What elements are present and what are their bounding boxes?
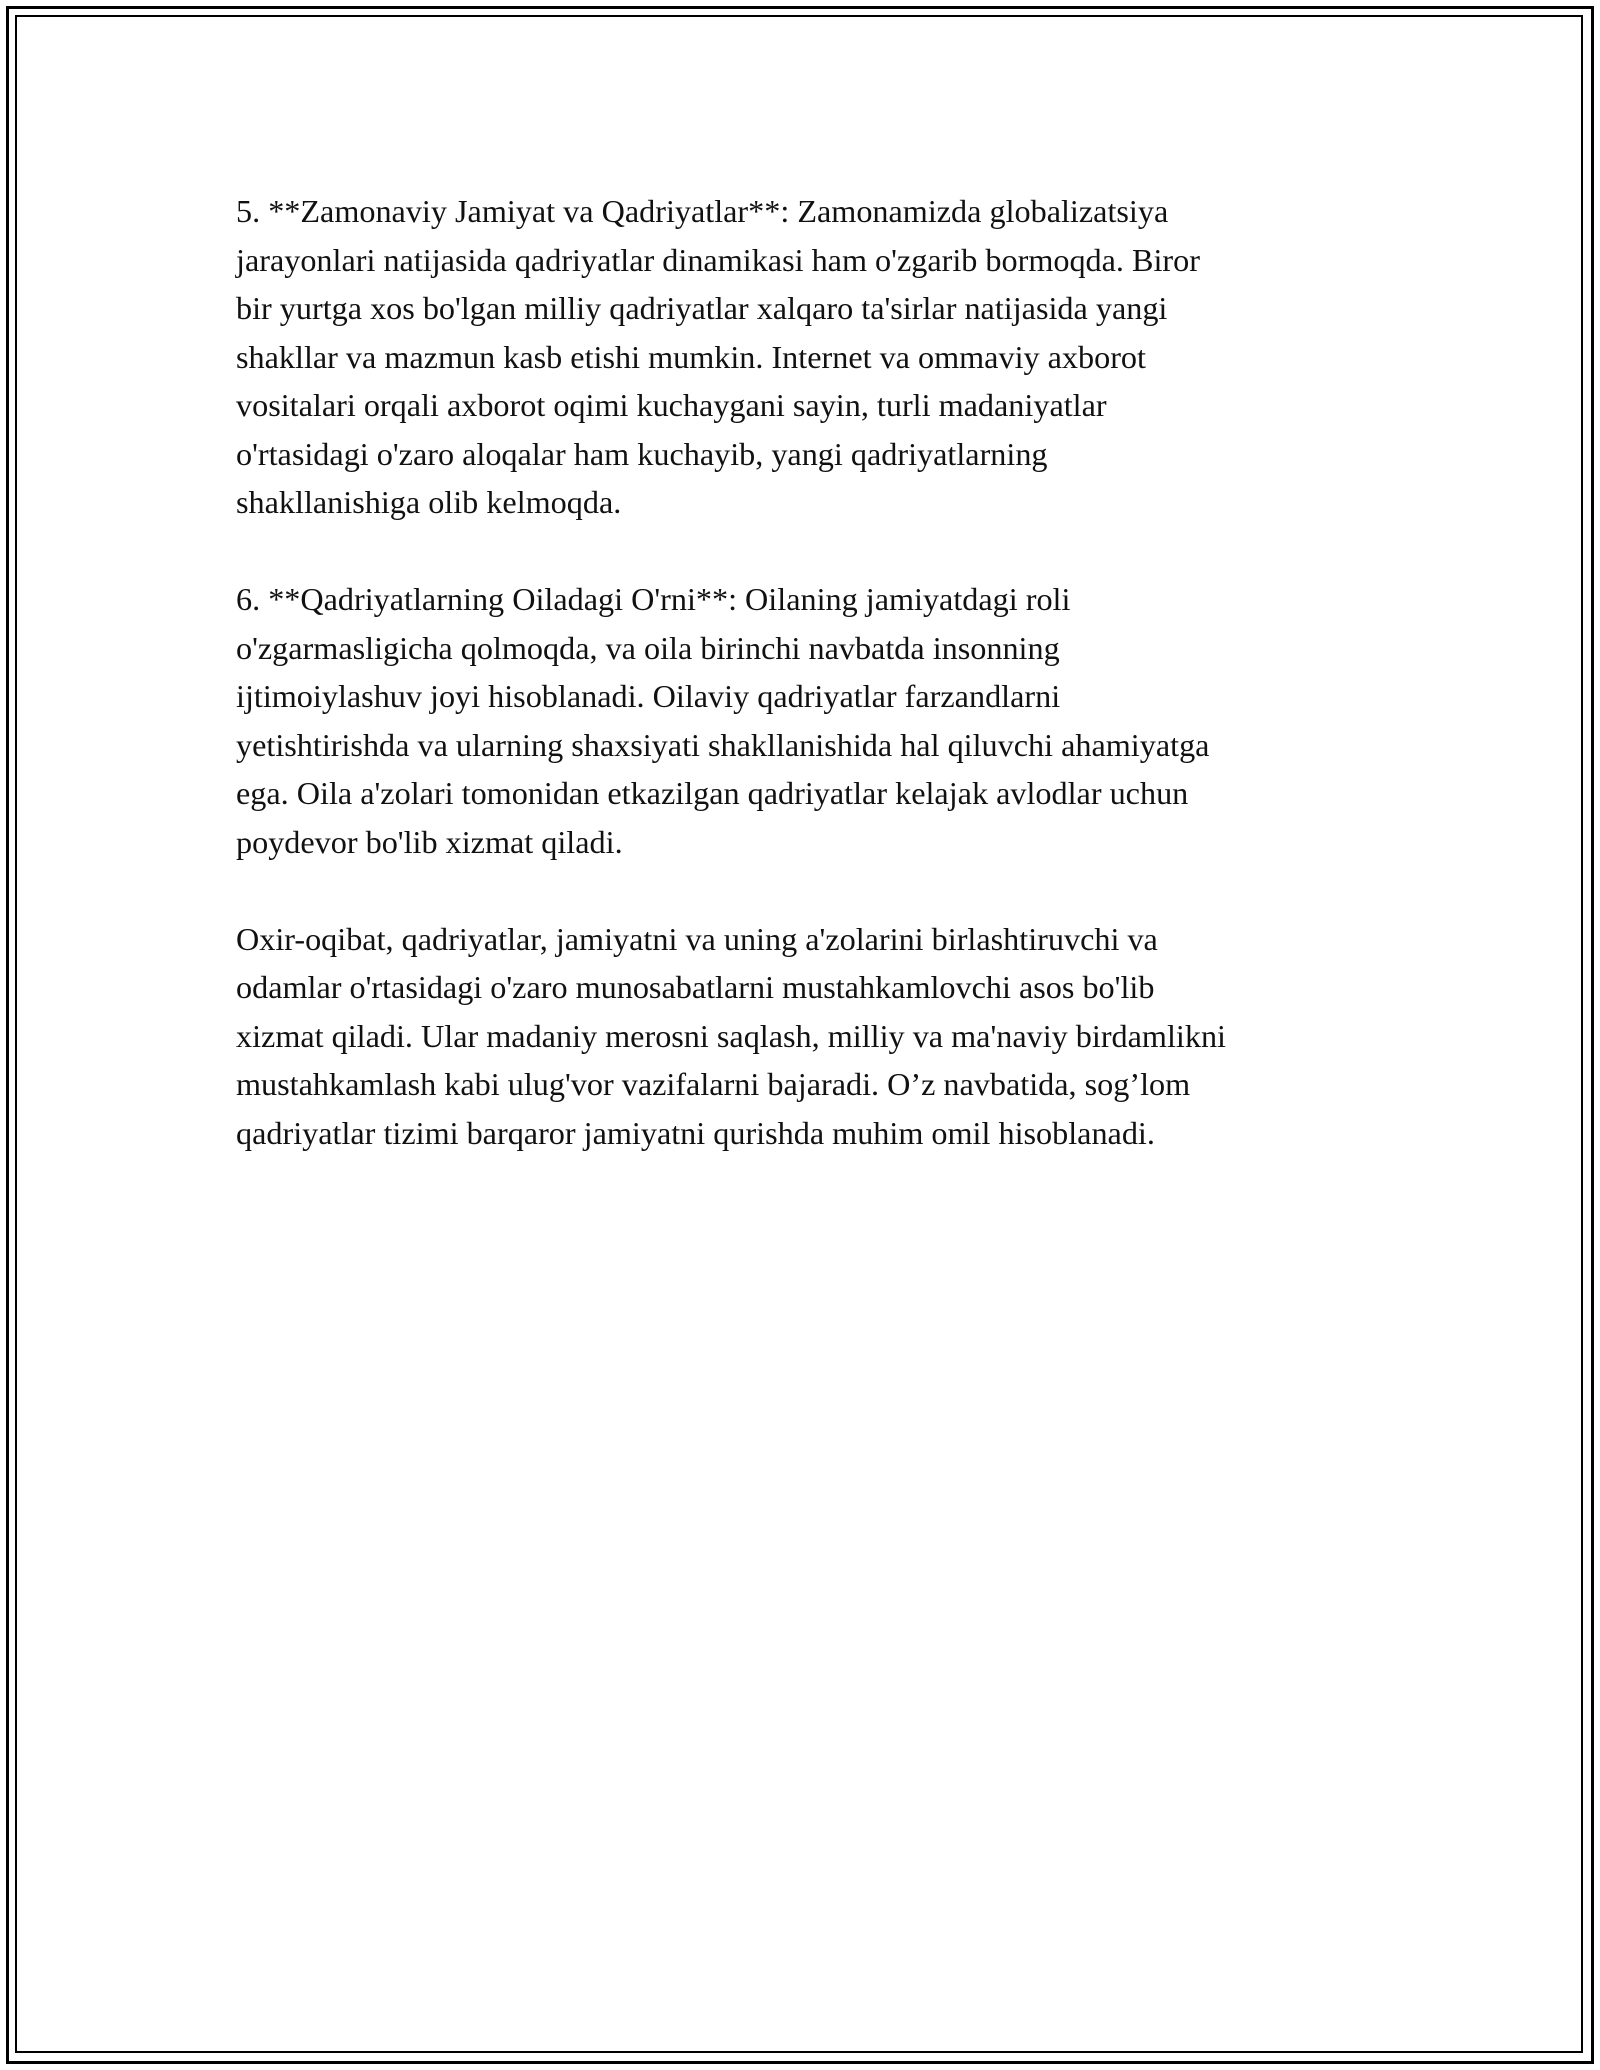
paragraph-modern-society: 5. **Zamonaviy Jamiyat va Qadriyatlar**: Zamonamizda globalizatsiya jarayonlari natijasida qadriyatlar dinamikasi ham o'zgarib bormoqda. Biror bir yurtga xos bo'lgan milliy qadriyatlar xalqaro ta'sirlar natijasida yangi shakllar va mazmun kasb etishi mumkin. Internet va ommaviy axborot vositalari orqali axborot oqimi kuchaygani sayin, turli madaniyatlar o'rtasidagi o'zaro aloqalar ham kuchayib, yangi qadriyatlarning shakllanishiga olib kelmoqda. xyxy=(236,193,1200,520)
document-body xyxy=(236,187,1376,1206)
paragraph-conclusion: Oxir-oqibat, qadriyatlar, jamiyatni va uning a'zolarini birlashtiruvchi va odamlar o'rtasidagi o'zaro munosabatlarni mustahkamlovchi asos bo'lib xizmat qiladi. Ular madaniy merosni saqlash, milliy va ma'naviy birdamlikni mustahkamlash kabi ulug'vor vazifalarni bajaradi. O’z navbatida, sog’lom qadriyatlar tizimi barqaror jamiyatni qurishda muhim omil hisoblanadi. xyxy=(236,920,1226,1151)
paragraph-family-values: 6. **Qadriyatlarning Oiladagi O'rni**: Oilaning jamiyatdagi roli o'zgarmasligicha qolmoqda, va oila birinchi navbatda insonning ijtimoiylashuv joyi hisoblanadi. Oilaviy qadriyatlar farzandlarni yetishtirishda va ularning shaxsiyati shakllanishida hal qiluvchi ahamiyatga ega. Oila a'zolari tomonidan etkazilgan qadriyatlar kelajak avlodlar uchun poydevor bo'lib xizmat qiladi. xyxy=(236,581,1210,860)
